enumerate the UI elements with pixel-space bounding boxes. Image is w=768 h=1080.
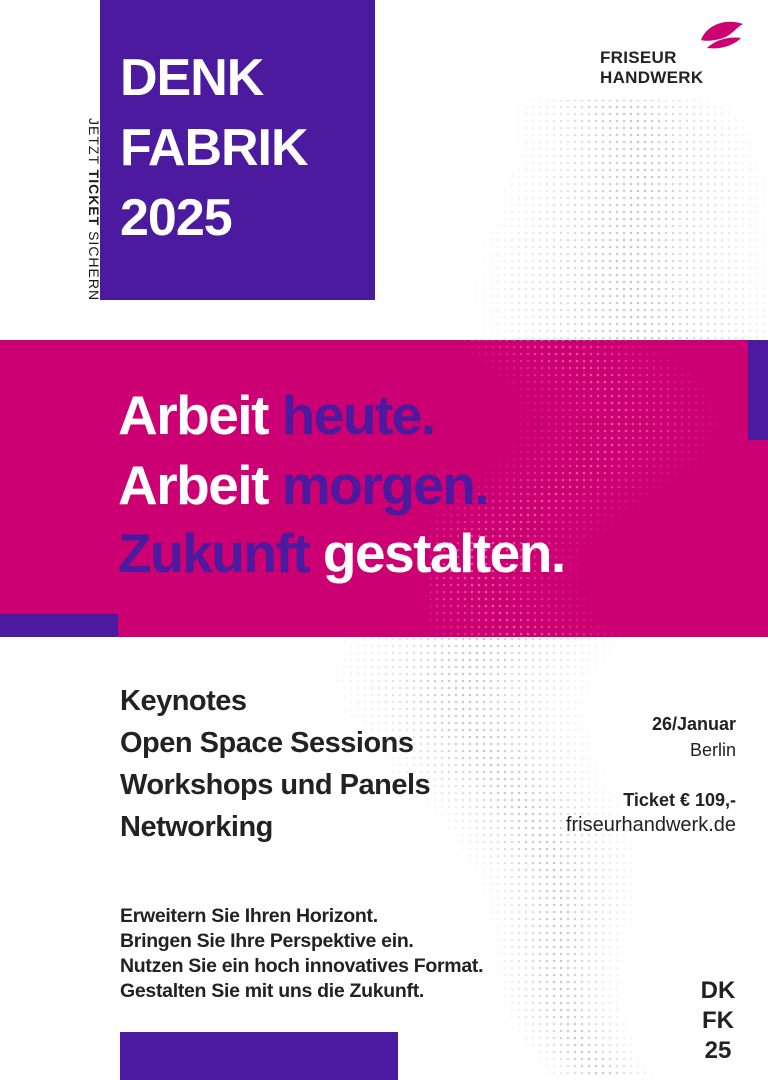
headline-3-purple: Zukunft [118, 522, 323, 584]
headline-3-white: gestalten. [322, 522, 565, 584]
topic-item: Networking [120, 811, 273, 843]
website-link[interactable]: friseurhandwerk.de [565, 814, 736, 836]
event-city: Berlin [689, 740, 736, 760]
friseur-handwerk-logo [600, 18, 740, 88]
vertical-suffix: SICHERN [86, 226, 102, 302]
event-date: 26/Januar [651, 714, 736, 734]
code-line-3: 25 [704, 1037, 732, 1064]
band-accent-right [748, 340, 768, 440]
leaf-icon [697, 18, 745, 50]
ticket-price: Ticket € 109,- [623, 790, 736, 810]
title-line-1: DENK [120, 49, 264, 107]
code-line-2: FK [702, 1007, 734, 1034]
tagline-item: Erweitern Sie Ihren Horizont. [120, 905, 378, 927]
title-line-2: FABRIK [120, 119, 308, 177]
headline-2-white: Arbeit [118, 454, 282, 516]
ticket-callout-vertical [88, 118, 100, 302]
vertical-bold: TICKET [86, 169, 102, 227]
tagline-item: Bringen Sie Ihre Perspektive ein. [120, 930, 414, 952]
logo-line-1: FRISEUR [600, 48, 677, 67]
tagline-item: Nutzen Sie ein hoch innovatives Format. [120, 955, 484, 977]
topic-item: Workshops und Panels [120, 769, 431, 801]
vertical-prefix: JETZT [86, 118, 102, 170]
headline-2-purple: morgen. [281, 454, 489, 516]
topic-item: Keynotes [120, 685, 247, 717]
code-line-1: DK [700, 977, 736, 1004]
headline-1-white: Arbeit [118, 384, 282, 446]
logo-line-2: HANDWERK [600, 68, 704, 87]
headline-line-3 [118, 522, 565, 584]
headline-1-purple: heute. [281, 384, 435, 446]
title-block [100, 0, 375, 300]
headline-line-2 [118, 454, 489, 516]
band-accent-left [0, 614, 118, 637]
tagline-list [120, 904, 483, 1004]
bottom-accent-bar [120, 1032, 398, 1080]
topic-item: Open Space Sessions [120, 727, 414, 759]
headline-line-1 [118, 384, 435, 446]
topics-list [120, 680, 430, 848]
title-line-3: 2025 [120, 189, 232, 247]
tagline-item: Gestalten Sie mit uns die Zukunft. [120, 980, 425, 1002]
